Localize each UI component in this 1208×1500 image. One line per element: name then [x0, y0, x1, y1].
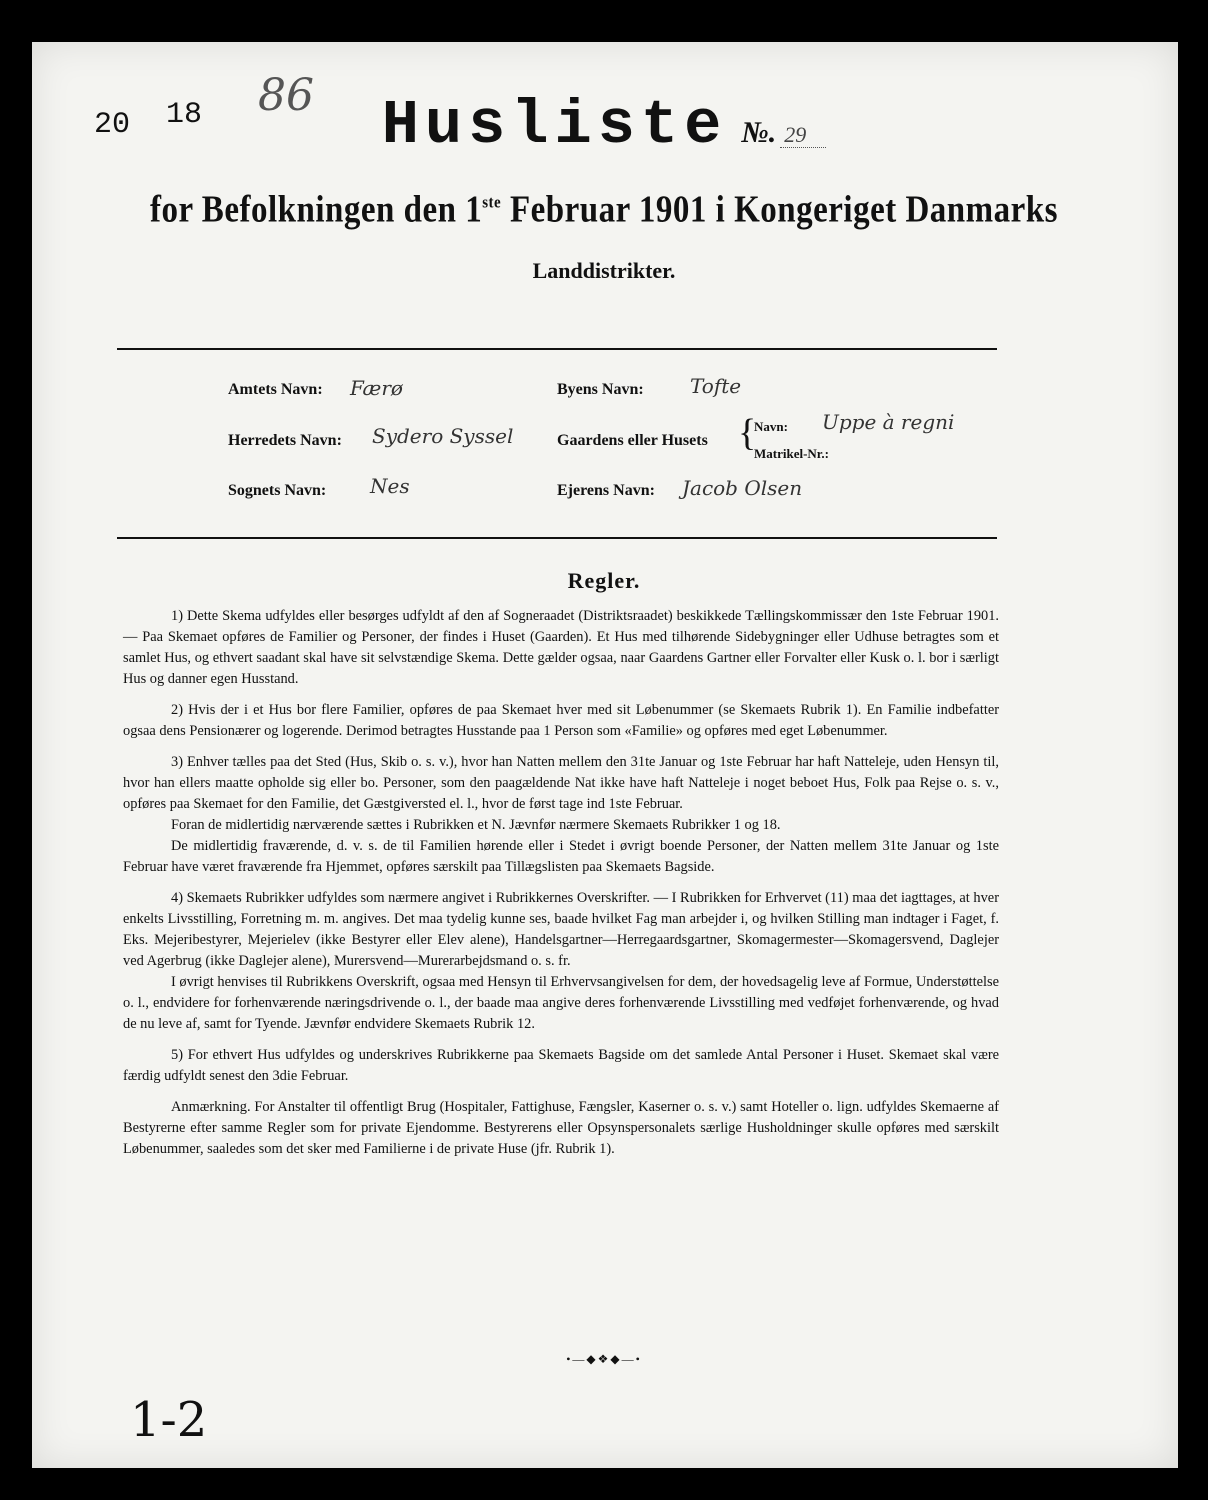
bottom-handwriting: 1-2 — [130, 1392, 208, 1448]
amt-label: Amtets Navn: — [228, 381, 323, 398]
form-title: Husliste — [381, 90, 728, 161]
rule-3-fravaerende: De midlertidig fraværende, d. v. s. de til Familien hørende eller i Stedet i øvrigt boende Personer, der Natten mellem 31te Januar og 1ste Februar have været fraværende fra Hjemmet, opføres særskilt paa Tillægslisten paa Skemaets Bagside. — [123, 838, 999, 875]
by-value: Tofte — [690, 374, 742, 398]
rule-2: 2) Hvis der i et Hus bor flere Familier, opføres de paa Skemaet hver med sit Løbenummer (se Skemaets Rubrik 1). En Familie indbefatter ogsaa dens Pensionærer og logerende. Derimod betragtes Husstande paa 1 Person som «Familie» og opføres med eget Løbenummer. — [123, 702, 999, 739]
rule-3: 3) Enhver tælles paa det Sted (Hus, Skib o. s. v.), hvor han Natten mellem den 31te Januar og 1ste Februar har haft Natteleje, uden Hensyn til, hvor han ellers maatte opholde sig eller bo. Personer, som den paagældende Nat ikke have haft Natteleje i noget beboet Hus, Folk paa Rejse o. s. v., opføres paa Skemaet for den Familie, det Gæstgiversted el. l., hvor de først tage ind 1ste Februar. — [123, 754, 999, 812]
navn-value: Uppe à regni — [822, 410, 955, 434]
stamp-number-2: 18 — [166, 98, 203, 132]
sogn-value: Nes — [370, 474, 410, 498]
number-label: №. — [741, 116, 777, 149]
navn-label: Navn: — [754, 419, 788, 434]
stamp-number: 20 — [94, 108, 131, 142]
rule-4-oevrigt: I øvrigt henvises til Rubrikkens Overskrift, ogsaa med Hensyn til Erhvervsangivelsen for dem, der hovedsagelig leve af Formue, Understøttelse o. l., endvidere for forhenværende næringsdrivende o. l., der baade maa angive deres forhenværende Livsstilling med vedføjet forhenværende, og hvad de nu leve af, samt for Tyende. Jævnfør endvidere Skemaets Rubrik 12. — [123, 974, 999, 1032]
rule-5: 5) For ethvert Hus udfyldes og underskrives Rubrikkerne paa Skemaets Bagside om det samlede Antal Personer i Huset. Skemaet skal være færdig udfyldt senest den 3die Februar. — [123, 1047, 999, 1084]
ejer-value: Jacob Olsen — [682, 476, 803, 500]
sogn-label: Sognets Navn: — [228, 482, 327, 499]
rule-1: 1) Dette Skema udfyldes eller besørges udfyldt af den af Sogneraadet (Distriktsraadet) beskikkede Tællingskommissær den 1ste Februar 1901. — Paa Skemaet opføres de Familier og Personer, der findes i Huset (Gaarden). Et Hus med tilhørende Sidebygninger eller Udhuse betragtes som et samlet Hus, og ethvert saadant skal have sit selvstændige Skema. Dette gælder ogsaa, naar Gaardens Gartner eller Forvalter eller Kusk o. l. bor i særligt Hus og danner egen Husstand. — [123, 608, 999, 687]
amt-value: Færø — [350, 376, 403, 400]
ejer-label: Ejerens Navn: — [557, 482, 655, 499]
matrikel-label: Matrikel-Nr.: — [754, 446, 829, 461]
anmaerkning: Anmærkning. For Anstalter til offentligt Brug (Hospitaler, Fattighuse, Fængsler, Kaserner o. s. v.) samt Hoteller o. lign. udfyldes Skemaerne af Bestyrerne efter samme Regler som for private Ejendomme. Bestyrerens eller Opsynspersonalets særlige Husholdninger skulle opføres med særskilt Løbenummer, saaledes som det sker med Familierne i de private Huse (jfr. Rubrik 1). — [123, 1099, 999, 1157]
rule-4: 4) Skemaets Rubrikker udfyldes som nærmere angivet i Rubrikkernes Overskrifter. — I Rubrikken for Erhvervet (11) maa det iagttages, at hver enkelts Livsstilling, Forretning m. m. angives. Det maa tydelig kunne ses, baade hvilket Fag man arbejder i, og hvilken Stilling man indtager i Faget, f. Eks. Mejeribestyrer, Mejerielev (ikke Bestyrer eller Elev alene), Handelsgartner—Herregaardsgartner, Skomagermester—Skomagersvend, Daglejer ved Agerbrug (ikke Daglejer alene), Murersvend—Murerarbejdsmand o. s. fr. — [123, 890, 999, 969]
number-value: 29 — [780, 122, 826, 148]
title-row — [0, 90, 1208, 161]
handwritten-corner-number: 86 — [258, 70, 314, 121]
herred-value: Sydero Syssel — [372, 424, 514, 448]
subtitle-districts: Landdistrikter. — [532, 258, 676, 283]
by-label: Byens Navn: — [557, 381, 644, 398]
brace: { — [738, 412, 757, 454]
top-divider — [117, 348, 997, 350]
rules-body — [123, 606, 999, 1170]
gaard-label: Gaardens eller Husets — [557, 432, 708, 449]
ornament: •—◆❖◆—• — [566, 1352, 642, 1366]
herred-label: Herredets Navn: — [228, 432, 342, 449]
rules-heading: Regler. — [567, 568, 641, 593]
rule-3-foran: Foran de midlertidig nærværende sættes i Rubrikken et N. Jævnfør nærmere Skemaets Rubrikker 1 og 18. — [171, 817, 781, 833]
middle-divider — [117, 537, 997, 539]
subtitle: for Befolkningen den 1ste Februar 1901 i Kongeriget Danmarks — [150, 189, 1058, 231]
